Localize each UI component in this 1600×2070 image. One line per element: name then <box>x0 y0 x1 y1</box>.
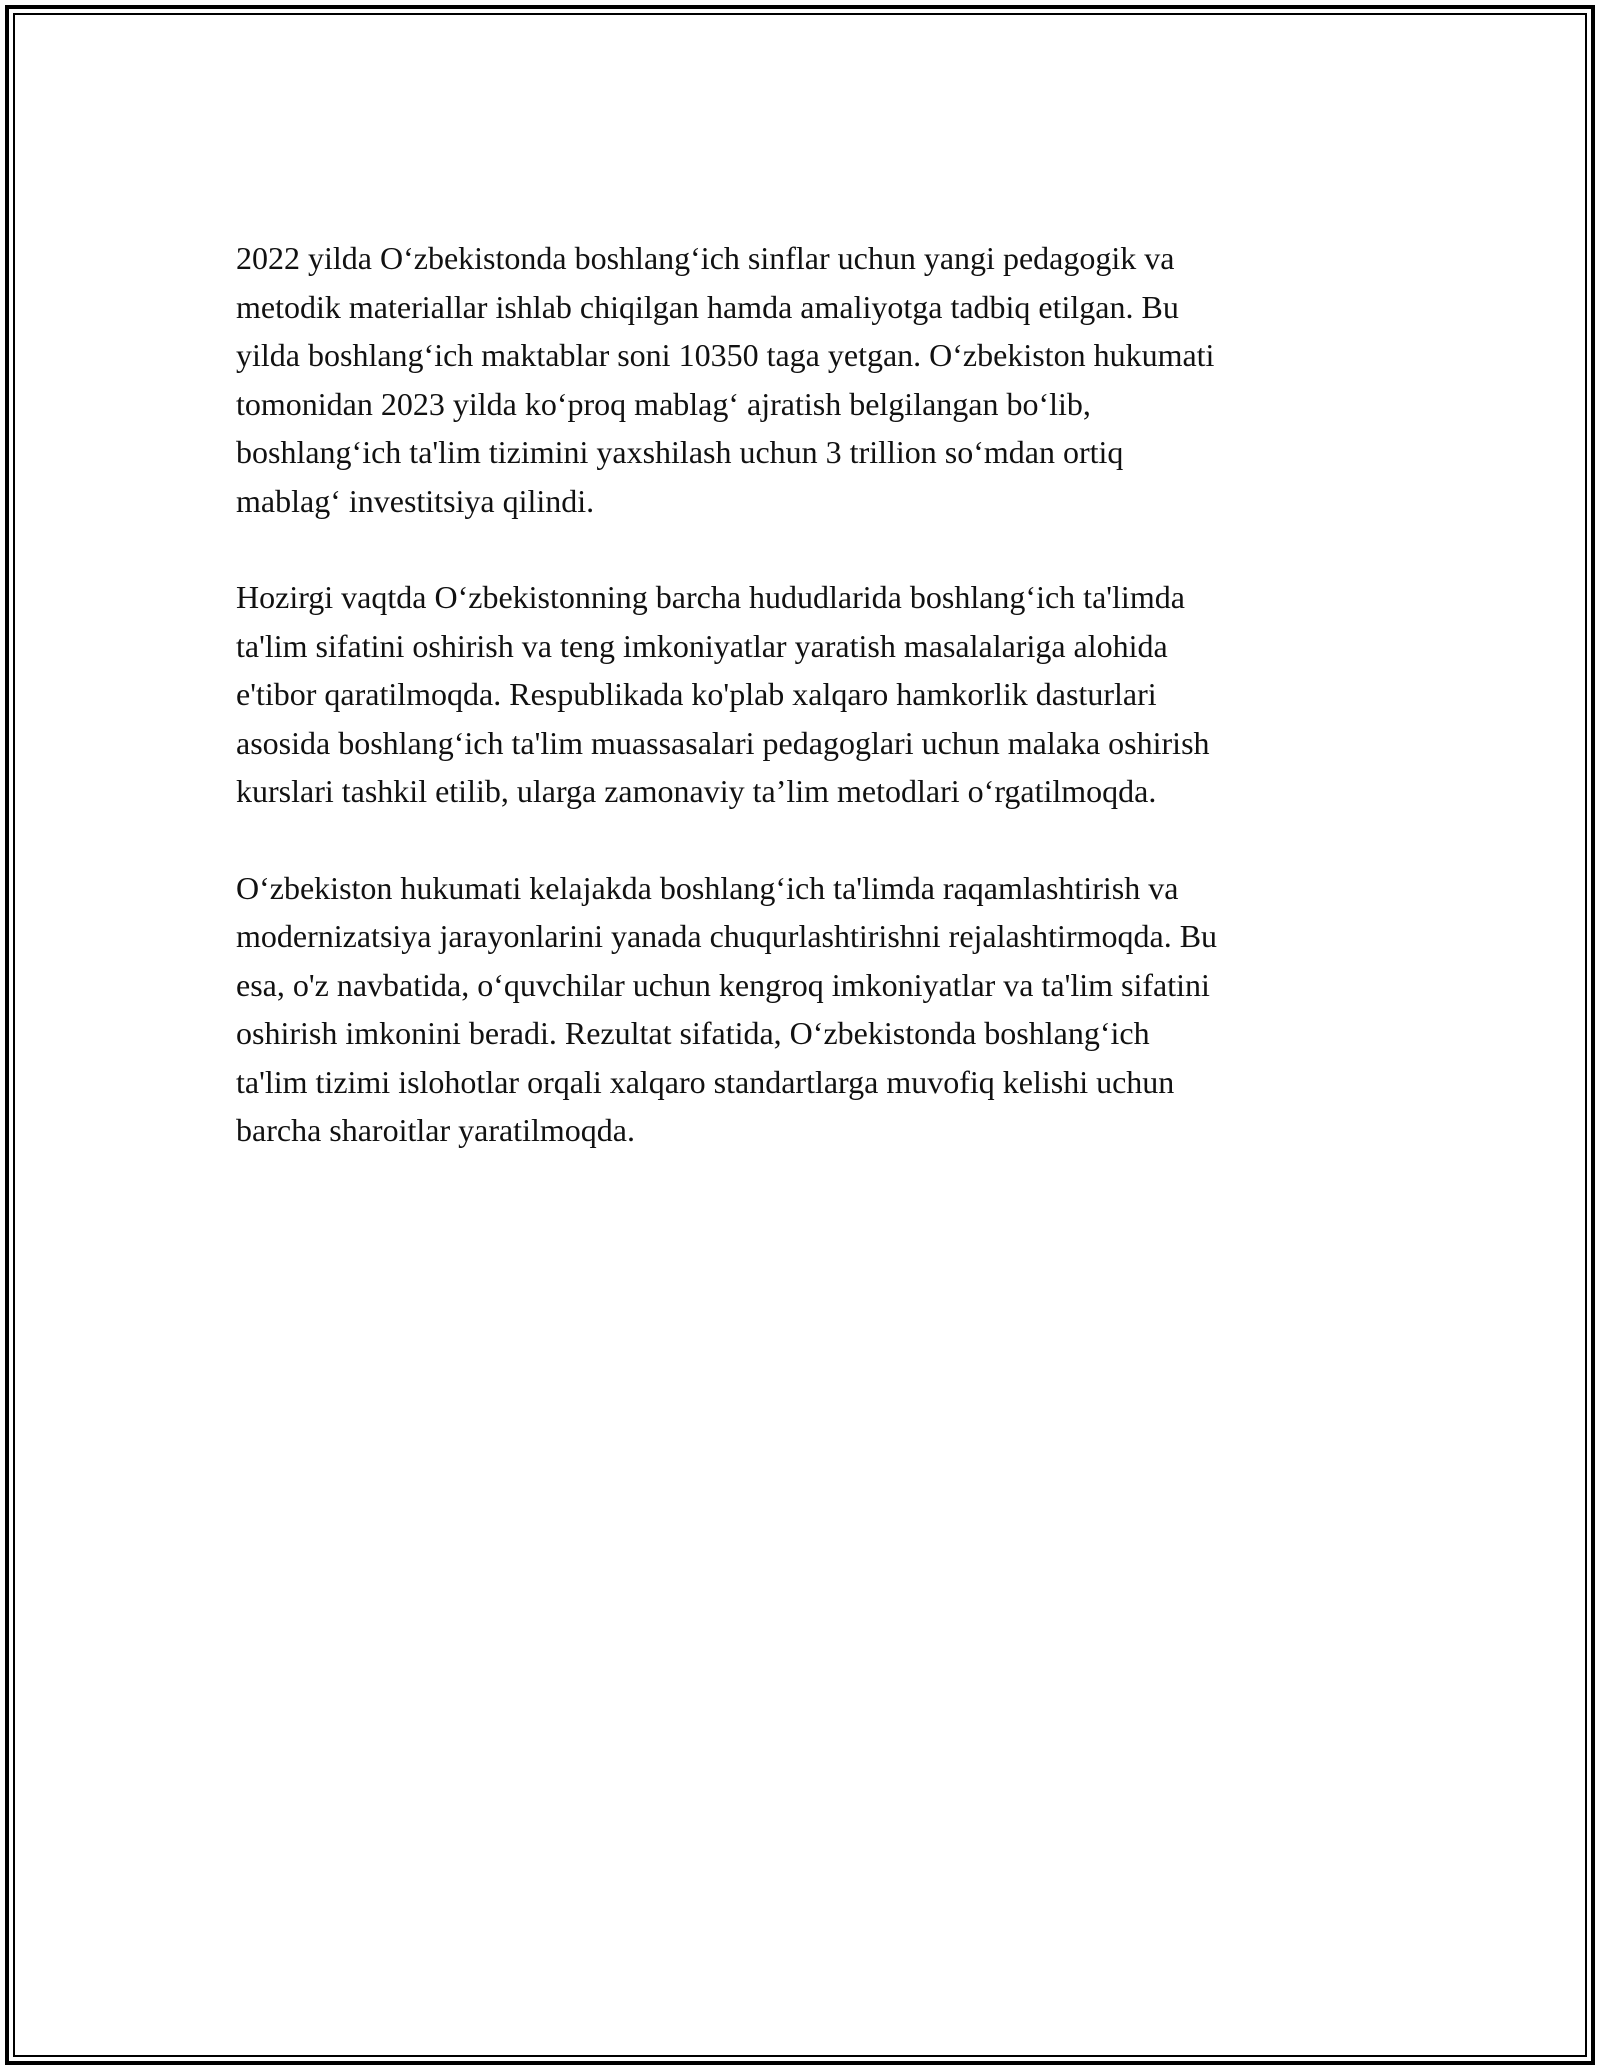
paragraph-1: 2022 yilda O‘zbekistonda boshlang‘ich sinflar uchun yangi pedagogik va metodik materiallar ishlab chiqilgan hamda amaliyotga tadbiq etilgan. Bu yilda boshlang‘ich maktablar soni 10350 taga yetgan. O‘zbekiston hukumati tomonidan 2023 yilda ko‘proq mablag‘ ajratish belgilangan bo‘lib, boshlang‘ich ta'lim tizimini yaxshilash uchun 3 trillion so‘mdan ortiq mablag‘ investitsiya qilindi. <box>236 240 1215 519</box>
paragraph-2: Hozirgi vaqtda O‘zbekistonning barcha hududlarida boshlang‘ich ta'limda ta'lim sifatini oshirish va teng imkoniyatlar yaratish masalalariga alohida e'tibor qaratilmoqda. Respublikada ko'plab xalqaro hamkorlik dasturlari asosida boshlang‘ich ta'lim muassasalari pedagoglari uchun malaka oshirish kurslari tashkil etilib, ularga zamonaviy ta’lim metodlari o‘rgatilmoqda. <box>236 579 1210 809</box>
paragraph-3: O‘zbekiston hukumati kelajakda boshlang‘ich ta'limda raqamlashtirish va modernizatsiya jarayonlarini yanada chuqurlashtirishni rejalashtirmoqda. Bu esa, o'z navbatida, o‘quvchilar uchun kengroq imkoniyatlar va ta'lim sifatini oshirish imkonini beradi. Rezultat sifatida, O‘zbekistonda boshlang‘ich ta'lim tizimi islohotlar orqali xalqaro standartlarga muvofiq kelishi uchun barcha sharoitlar yaratilmoqda. <box>236 869 1218 1148</box>
document-body <box>236 234 1376 1203</box>
